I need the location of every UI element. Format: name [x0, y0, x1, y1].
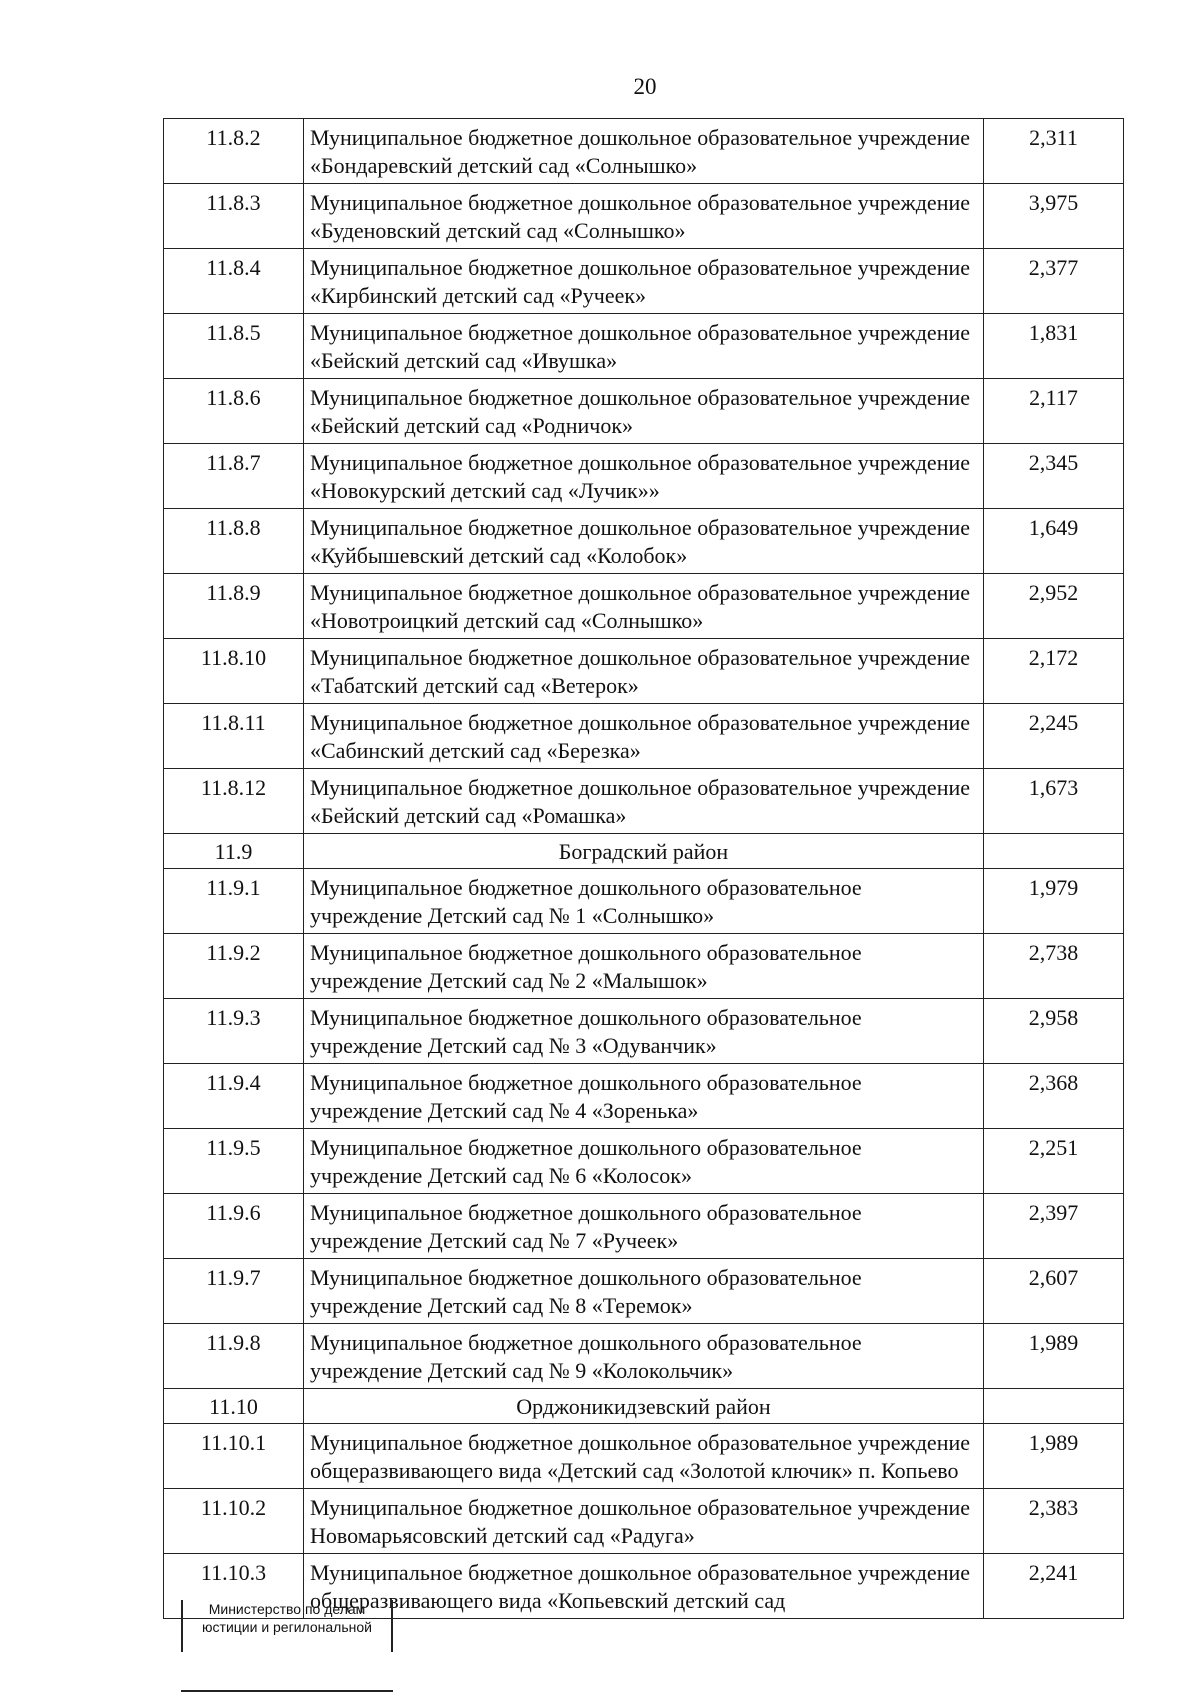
row-number: 11.9.1 [164, 869, 304, 934]
coefficient-value: 2,117 [984, 379, 1124, 444]
coefficient-value: 2,397 [984, 1194, 1124, 1259]
table-row [164, 639, 1124, 704]
row-number: 11.10 [164, 1389, 304, 1424]
coefficient-value: 2,172 [984, 639, 1124, 704]
row-number: 11.8.3 [164, 184, 304, 249]
table-row [164, 1194, 1124, 1259]
institution-name: Муниципальное бюджетное дошкольного образовательное учреждение Детский сад № 9 «Колокольчик» [304, 1324, 984, 1389]
table-row [164, 1259, 1124, 1324]
institution-name: Муниципальное бюджетное дошкольное образовательное учреждение Новомарьясовский детский сад «Радуга» [304, 1489, 984, 1554]
coefficient-value: 1,989 [984, 1324, 1124, 1389]
row-number: 11.10.2 [164, 1489, 304, 1554]
coefficient-value: 2,245 [984, 704, 1124, 769]
coefficient-value: 2,958 [984, 999, 1124, 1064]
coefficient-value: 1,989 [984, 1424, 1124, 1489]
coefficient-value [984, 1389, 1124, 1424]
institution-name: Муниципальное бюджетное дошкольное образовательное учреждение «Новотроицкий детский сад «Солнышко» [304, 574, 984, 639]
institution-name: Муниципальное бюджетное дошкольное образовательное учреждение общеразвивающего вида «Детский сад «Золотой ключик» п. Копьево [304, 1424, 984, 1489]
table-row [164, 1424, 1124, 1489]
row-number: 11.8.4 [164, 249, 304, 314]
institution-name: Муниципальное бюджетное дошкольное образовательное учреждение «Бондаревский детский сад «Солнышко» [304, 119, 984, 184]
ministry-stamp [181, 1600, 393, 1652]
institution-name: Муниципальное бюджетное дошкольное образовательное учреждение «Буденовский детский сад «Солнышко» [304, 184, 984, 249]
table-row [164, 1129, 1124, 1194]
institution-name: Муниципальное бюджетное дошкольного образовательное учреждение Детский сад № 4 «Зоренька» [304, 1064, 984, 1129]
table-row [164, 1324, 1124, 1389]
table-row [164, 444, 1124, 509]
coefficient-value [984, 834, 1124, 869]
table-row [164, 1489, 1124, 1554]
institution-name: Муниципальное бюджетное дошкольное образовательное учреждение «Куйбышевский детский сад «Колобок» [304, 509, 984, 574]
row-number: 11.9.3 [164, 999, 304, 1064]
coefficient-value: 2,377 [984, 249, 1124, 314]
institution-name: Муниципальное бюджетное дошкольного образовательное учреждение Детский сад № 8 «Теремок» [304, 1259, 984, 1324]
table-row [164, 934, 1124, 999]
coefficient-value: 2,383 [984, 1489, 1124, 1554]
row-number: 11.8.7 [164, 444, 304, 509]
section-title: Орджоникидзевский район [304, 1389, 984, 1424]
table-row [164, 249, 1124, 314]
institution-name: Муниципальное бюджетное дошкольного образовательное учреждение Детский сад № 7 «Ручеек» [304, 1194, 984, 1259]
coefficient-value: 1,831 [984, 314, 1124, 379]
table-row [164, 184, 1124, 249]
institution-name: Муниципальное бюджетное дошкольное образовательное учреждение общеразвивающего вида «Копьевский детский сад [304, 1554, 984, 1619]
row-number: 11.9.2 [164, 934, 304, 999]
stamp-line-2: юстиции и регилональной [202, 1619, 372, 1635]
coefficient-value: 2,241 [984, 1554, 1124, 1619]
page-number: 20 [633, 74, 657, 99]
row-number: 11.8.2 [164, 119, 304, 184]
coefficient-value: 1,979 [984, 869, 1124, 934]
coefficient-value: 2,311 [984, 119, 1124, 184]
row-number: 11.9 [164, 834, 304, 869]
section-title: Боградский район [304, 834, 984, 869]
coefficient-value: 3,975 [984, 184, 1124, 249]
table-row [164, 999, 1124, 1064]
row-number: 11.9.4 [164, 1064, 304, 1129]
institution-name: Муниципальное бюджетное дошкольное образовательное учреждение «Табатский детский сад «Ветерок» [304, 639, 984, 704]
table-row [164, 869, 1124, 934]
stamp-line-1: Министерство по делам [208, 1601, 366, 1617]
table-row [164, 119, 1124, 184]
section-row [164, 1389, 1124, 1424]
institution-name: Муниципальное бюджетное дошкольное образовательное учреждение «Бейский детский сад «Ивушка» [304, 314, 984, 379]
row-number: 11.10.1 [164, 1424, 304, 1489]
coefficient-value: 2,738 [984, 934, 1124, 999]
section-row [164, 834, 1124, 869]
institution-name: Муниципальное бюджетное дошкольное образовательное учреждение «Новокурский детский сад «Лучик»» [304, 444, 984, 509]
row-number: 11.9.8 [164, 1324, 304, 1389]
coefficient-value: 2,952 [984, 574, 1124, 639]
coefficient-value: 1,673 [984, 769, 1124, 834]
row-number: 11.8.9 [164, 574, 304, 639]
row-number: 11.9.7 [164, 1259, 304, 1324]
institution-name: Муниципальное бюджетное дошкольного образовательное учреждение Детский сад № 1 «Солнышко» [304, 869, 984, 934]
institutions-table [163, 118, 1124, 1619]
table-row [164, 769, 1124, 834]
table-row [164, 1064, 1124, 1129]
institution-name: Муниципальное бюджетное дошкольное образовательное учреждение «Сабинский детский сад «Березка» [304, 704, 984, 769]
row-number: 11.8.12 [164, 769, 304, 834]
table-row [164, 379, 1124, 444]
row-number: 11.8.11 [164, 704, 304, 769]
row-number: 11.9.5 [164, 1129, 304, 1194]
coefficient-value: 2,345 [984, 444, 1124, 509]
coefficient-value: 2,251 [984, 1129, 1124, 1194]
row-number: 11.8.6 [164, 379, 304, 444]
row-number: 11.8.5 [164, 314, 304, 379]
table-row [164, 509, 1124, 574]
institution-name: Муниципальное бюджетное дошкольного образовательное учреждение Детский сад № 3 «Одуванчик» [304, 999, 984, 1064]
coefficient-value: 1,649 [984, 509, 1124, 574]
table-row [164, 314, 1124, 379]
table-row [164, 704, 1124, 769]
row-number: 11.10.3 [164, 1554, 304, 1619]
table-row [164, 574, 1124, 639]
stamp-border [181, 1690, 393, 1692]
table-body [164, 119, 1124, 1619]
institution-name: Муниципальное бюджетное дошкольного образовательное учреждение Детский сад № 2 «Малышок» [304, 934, 984, 999]
row-number: 11.8.8 [164, 509, 304, 574]
coefficient-value: 2,607 [984, 1259, 1124, 1324]
institution-name: Муниципальное бюджетное дошкольное образовательное учреждение «Кирбинский детский сад «Ручеек» [304, 249, 984, 314]
coefficient-value: 2,368 [984, 1064, 1124, 1129]
institution-name: Муниципальное бюджетное дошкольного образовательное учреждение Детский сад № 6 «Колосок» [304, 1129, 984, 1194]
institution-name: Муниципальное бюджетное дошкольное образовательное учреждение «Бейский детский сад «Родничок» [304, 379, 984, 444]
institution-name: Муниципальное бюджетное дошкольное образовательное учреждение «Бейский детский сад «Ромашка» [304, 769, 984, 834]
row-number: 11.9.6 [164, 1194, 304, 1259]
row-number: 11.8.10 [164, 639, 304, 704]
